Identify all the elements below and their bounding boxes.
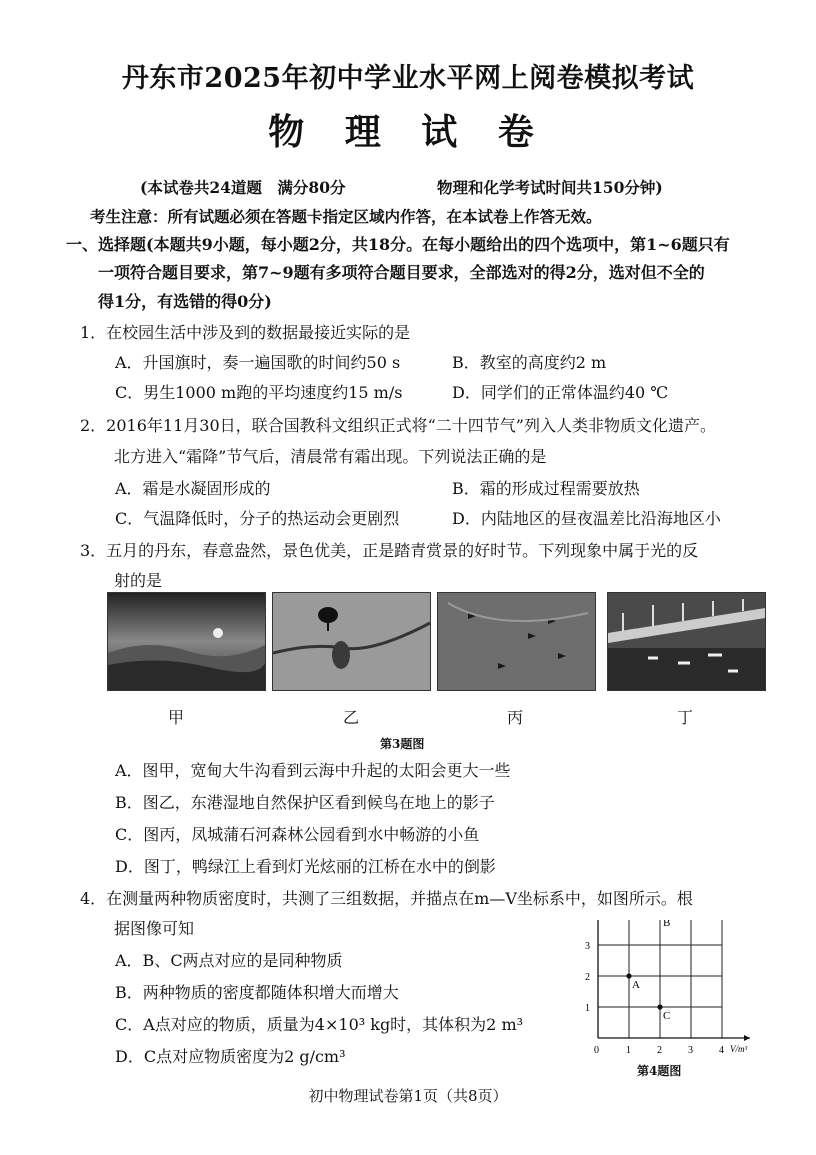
- x-tick-label: 3: [688, 1045, 693, 1056]
- x-axis-label: V/m³: [730, 1044, 748, 1054]
- section-heading-line3: 得1分，有选错的得0分): [98, 292, 272, 311]
- photo-yi-bird-shadow: [272, 592, 431, 691]
- q2-option-c: C．气温降低时，分子的热运动会更剧烈: [115, 509, 400, 528]
- section-heading-line2: 一项符合题目要求，第7~9题有多项符合题目要求，全部选对的得2分，选对但不全的: [98, 263, 705, 282]
- caption-bing: 丙: [507, 708, 524, 727]
- q2-option-b: B．霜的形成过程需要放热: [452, 479, 640, 498]
- q4-figure-caption: 第4题图: [637, 1064, 682, 1078]
- caption-ding: 丁: [677, 708, 694, 727]
- y-tick-label: 2: [585, 972, 590, 983]
- q4-option-a: A．B、C两点对应的是同种物质: [115, 951, 343, 970]
- q3-figure-caption: 第3题图: [380, 737, 425, 751]
- x-tick-label: 4: [719, 1045, 724, 1056]
- mv-graph: [575, 920, 765, 1060]
- photo-bing-fish: [437, 592, 596, 691]
- exam-info-right: 物理和化学考试时间共150分钟): [437, 178, 663, 197]
- q2-stem-line1: 2．2016年11月30日，联合国教科文组织正式将“二十四节气”列入人类非物质文化遗产。: [80, 416, 716, 435]
- x-axis-arrow: [744, 1035, 750, 1041]
- y-tick-label: 1: [585, 1003, 590, 1014]
- x-tick-label: 2: [657, 1045, 662, 1056]
- q1-option-a: A．升国旗时，奏一遍国歌的时间约50 s: [115, 353, 401, 372]
- q4-option-d: D．C点对应物质密度为2 g/cm³: [115, 1047, 346, 1066]
- x-tick-label: 0: [594, 1045, 599, 1056]
- caption-jia: 甲: [168, 708, 185, 727]
- q4-option-c: C．A点对应的物质，质量为4×10³ kg时，其体积为2 m³: [115, 1015, 524, 1034]
- paper-subtitle: 物 理 试 卷: [268, 111, 548, 153]
- data-point-c: [657, 1004, 662, 1009]
- q1-option-d: D．同学们的正常体温约40 ℃: [452, 383, 669, 402]
- q2-option-a: A．霜是水凝固形成的: [115, 479, 271, 498]
- data-point-label-c: C: [663, 1010, 671, 1022]
- photo-ding-bridge-reflection: [607, 592, 766, 691]
- q3-option-b: B．图乙，东港湿地自然保护区看到候鸟在地上的影子: [115, 793, 495, 812]
- q3-option-d: D．图丁，鸭绿江上看到灯光炫丽的江桥在水中的倒影: [115, 857, 496, 876]
- photo-jia-sunrise: [107, 592, 266, 691]
- q4-stem-line1: 4．在测量两种物质密度时，共测了三组数据，并描点在m—V坐标系中，如图所示。根: [80, 889, 693, 908]
- q1-option-b: B．教室的高度约2 m: [452, 353, 607, 372]
- q4-stem-line2: 据图像可知: [114, 919, 195, 938]
- x-tick-label: 1: [626, 1045, 631, 1056]
- section-heading-line1: 一、选择题(本题共9小题，每小题2分，共18分。在每小题给出的四个选项中，第1~6题只有: [66, 235, 730, 254]
- page-footer: 初中物理试卷第1页（共8页）: [308, 1087, 508, 1105]
- data-point-label-a: A: [632, 979, 640, 991]
- exam-title: 丹东市2025年初中学业水平网上阅卷模拟考试: [121, 63, 695, 94]
- q4-option-b: B．两种物质的密度都随体积增大而增大: [115, 983, 399, 1002]
- data-point-label-b: B: [663, 920, 671, 929]
- q3-option-a: A．图甲，宽甸大牛沟看到云海中升起的太阳会更大一些: [115, 761, 511, 780]
- q3-stem-line2: 射的是: [114, 571, 163, 590]
- caption-yi: 乙: [343, 708, 360, 727]
- q1-stem: 1．在校园生活中涉及到的数据最接近实际的是: [80, 323, 411, 342]
- q2-stem-line2: 北方进入“霜降”节气后，清晨常有霜出现。下列说法正确的是: [114, 447, 547, 466]
- exam-notice: 考生注意：所有试题必须在答题卡指定区域内作答，在本试卷上作答无效。: [90, 207, 602, 226]
- exam-info-left: (本试卷共24道题 满分80分: [140, 178, 346, 197]
- q3-stem-line1: 3．五月的丹东，春意盎然，景色优美，正是踏青赏景的好时节。下列现象中属于光的反: [80, 541, 699, 560]
- q2-option-d: D．内陆地区的昼夜温差比沿海地区小: [452, 509, 721, 528]
- y-tick-label: 3: [585, 941, 590, 952]
- data-point-a: [626, 973, 631, 978]
- q3-option-c: C．图丙，凤城蒲石河森林公园看到水中畅游的小鱼: [115, 825, 480, 844]
- y-tick-label: [585, 920, 590, 921]
- q1-option-c: C．男生1000 m跑的平均速度约15 m/s: [115, 383, 403, 402]
